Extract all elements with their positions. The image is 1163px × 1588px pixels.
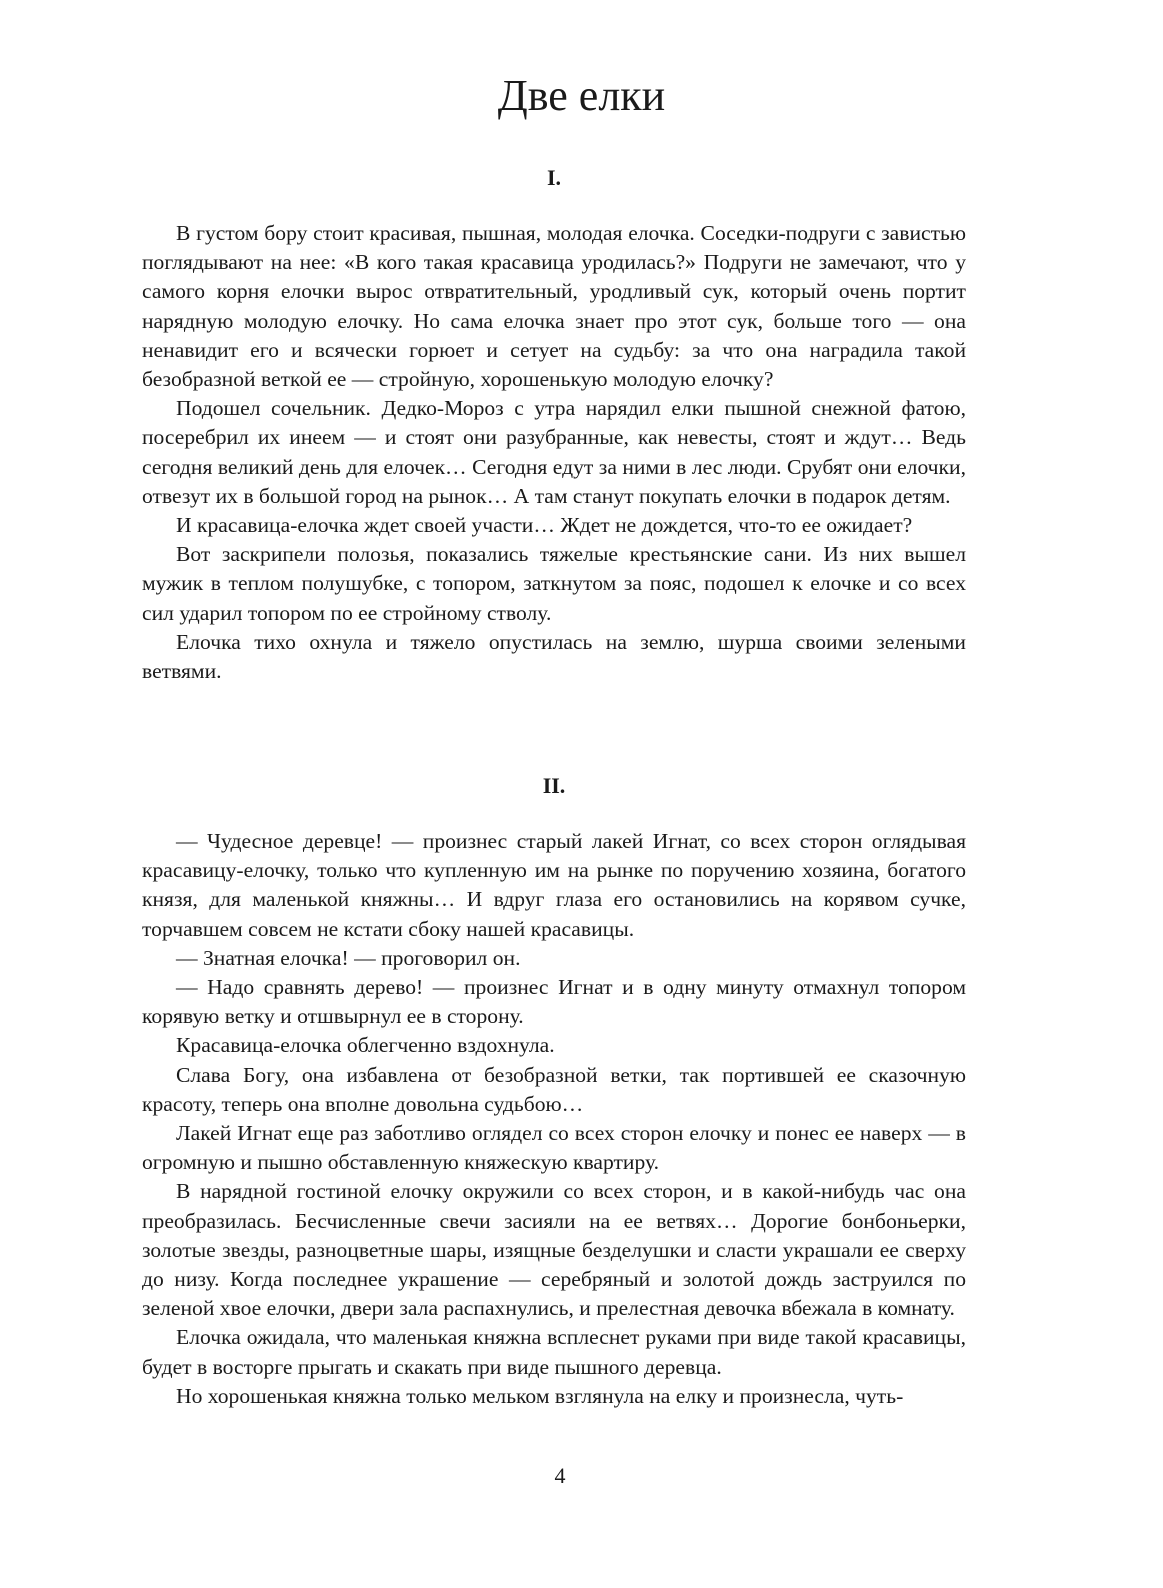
section-heading-2: II. <box>542 773 566 798</box>
paragraph: Елочка ожидала, что маленькая княжна всплеснет руками при виде такой красавицы, будет в восторге прыгать и скакать при виде пышного деревца. <box>142 1325 966 1379</box>
paragraph: Слава Богу, она избавлена от безобразной ветки, так портившей ее сказочную красоту, теперь она вполне довольна судьбою… <box>142 1062 966 1116</box>
paragraph: Вот заскрипели полозья, показались тяжелые крестьянские сани. Из них вышел мужик в теплом полушубке, с топором, заткнутом за пояс, подошел к елочке и со всех сил ударил топором по ее стройному стволу. <box>142 542 966 625</box>
paragraph: — Знатная елочка! — проговорил он. <box>176 945 521 970</box>
paragraph: Елочка тихо охнула и тяжело опустилась на землю, шурша своими зелеными ветвями. <box>142 629 966 684</box>
section-heading-1: I. <box>546 165 562 190</box>
section-1-text <box>142 219 966 686</box>
paragraph: И красавица-елочка ждет своей участи… Ждет не дождется, что-то ее ожидает? <box>176 513 913 538</box>
paragraph: В густом бору стоит красивая, пышная, молодая елочка. Соседки-подруги с завистью поглядывают на нее: «В кого такая красавица уродилась?» Подруги не замечают, что у самого корня елочки вырос отвратительный, уродливый сук, который очень портит нарядную молодую елочку. Но сама елочка знает про этот сук, больше того — она ненавидит его и всячески горюет и сетует на судьбу: за что она наградила такой безобразной веткой ее — стройную, хорошенькую молодую елочку? <box>142 221 966 392</box>
paragraph: Но хорошенькая княжна только мельком взглянула на елку и произнесла, чуть- <box>176 1383 904 1408</box>
paragraph: В нарядной гостиной елочку окружили со всех сторон, и в какой-нибудь час она преобразилась. Бесчисленные свечи засияли на ее ветвях… Дорогие бонбоньерки, золотые звезды, разноцветные шары, изящные безделушки и сласти украшали ее сверху до низу. Когда последнее украшение — серебряный и золотой дождь заструился по зеленой хвое елочки, двери зала распахнулись, и прелестная девочка вбежала в комнату. <box>142 1179 966 1321</box>
paragraph: — Чудесное деревце! — произнес старый лакей Игнат, со всех сторон оглядывая красавицу-елочку, только что купленную им на рынке по поручению хозяина, богатого князя, для маленькой княжны… И вдруг глаза его остановились на корявом сучке, торчавшем совсем не кстати сбоку нашей красавицы. <box>142 829 966 941</box>
page-number: 4 <box>554 1463 566 1488</box>
section-2-text <box>142 827 966 1411</box>
paragraph: Красавица-елочка облегченно вздохнула. <box>176 1033 555 1058</box>
paragraph: — Надо сравнять дерево! — произнес Игнат и в одну минуту отмахнул топором корявую ветку и отшвырнул ее в сторону. <box>142 975 966 1029</box>
paragraph: Лакей Игнат еще раз заботливо оглядел со всех сторон елочку и понес ее наверх — в огромную и пышно обставленную княжескую квартиру. <box>142 1121 966 1175</box>
paragraph: Подошел сочельник. Дедко-Мороз с утра нарядил елки пышной снежной фатою, посеребрил их инеем — и стоят они разубранные, как невесты, стоят и ждут… Ведь сегодня великий день для елочек… Сегодня едут за ними в лес люди. Срубят они елочки, отвезут их в большой город на рынок… А там станут покупать елочки в подарок детям. <box>142 396 966 508</box>
page-title: Две елки <box>497 71 666 120</box>
